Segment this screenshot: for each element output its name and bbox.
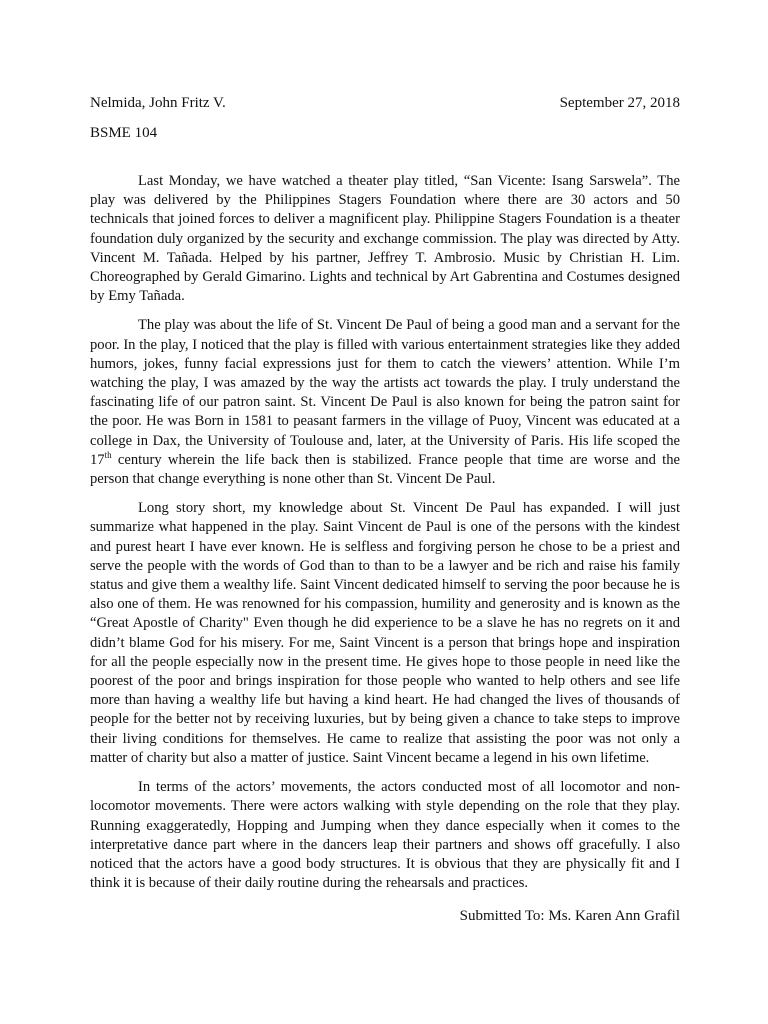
paragraph-2: [90, 316, 680, 489]
document-date: September 27, 2018: [559, 95, 680, 111]
paragraph-4: In terms of the actors’ movements, the actors conducted most of all locomotor and non-locomotor movements. There were actors walking with style depending on the role that they play. Running exaggeratedly, Hopping and Jumping when they dance especially when it comes to the interpretative dance part where in the dancers leap their partners and shows off gracefully. I also noticed that the actors have a good body structures. It is obvious that they are physically fit and I think it is because of their daily routine during the rehearsals and practices.: [90, 779, 680, 892]
ordinal-suffix: th: [104, 449, 112, 460]
paragraph-2-text-a: The play was about the life of St. Vincent De Paul of being a good man and a servant for the poor. In the play, I noticed that the play is filled with various entertainment strategies like they added humors, jokes, funny facial expressions just for them to catch the viewers’ attention. While I’m watching the play, I was amazed by the way the artists act towards the play. I truly understand the fascinating life of our patron saint. St. Vincent De Paul is also known for being the patron saint for the poor. He was Born in 1581 to peasant farmers in the village of Puoy, Vincent was educated at a college in Dax, the University of Toulouse and, later, at the University of Paris. His life scoped the 17: [90, 317, 680, 468]
course-section: BSME 104: [90, 125, 158, 141]
author-name: Nelmida, John Fritz V.: [90, 95, 226, 111]
submitted-to: Submitted To: Ms. Karen Ann Grafil: [459, 908, 680, 924]
essay-body: [90, 172, 680, 893]
header-row: [90, 93, 680, 113]
paragraph-3: Long story short, my knowledge about St. Vincent De Paul has expanded. I will just summarize what happened in the play. Saint Vincent de Paul is one of the persons with the kindest and purest heart I have ever known. He is selfless and forgiving person he chose to be a priest and serve the people with the words of God than to than to be a lawyer and be rich and raise his family status and give them a wealthy life. Saint Vincent dedicated himself to serving the poor because he is also one of them. He was renowned for his compassion, humility and generosity and is known as the “Great Apostle of Charity" Even though he did experience to be a slave he has no regrets on it and didn’t blame God for his misery. For me, Saint Vincent is a person that brings hope and inspiration for all the people especially now in the present time. He gives hope to those people in need like the poorest of the poor and brings inspiration for those people who wanted to help others and see life more than having a wealthy life but having a kind heart. He had changed the lives of thousands of people for the better not by receiving luxuries, but by being given a chance to take steps to improve their living conditions for themselves. He came to realize that assisting the poor was not only a matter of charity but also a matter of justice. Saint Vincent became a legend in his own lifetime.: [90, 500, 680, 766]
paragraph-1: Last Monday, we have watched a theater play titled, “San Vicente: Isang Sarswela”. The play was delivered by the Philippines Stagers Foundation where there are 30 actors and 50 technicals that joined forces to deliver a magnificent play. Philippine Stagers Foundation is a theater foundation duly organized by the security and exchange commission. The play was directed by Atty. Vincent M. Tañada. Helped by his partner, Jeffrey T. Ambrosio. Music by Christian H. Lim. Choreographed by Gerald Gimarino. Lights and technical by Art Gabrentina and Costumes designed by Emy Tañada.: [90, 173, 680, 305]
paragraph-2-text-b: century wherein the life back then is stabilized. France people that time are worse and the person that change everything is none other than St. Vincent De Paul.: [90, 451, 680, 488]
